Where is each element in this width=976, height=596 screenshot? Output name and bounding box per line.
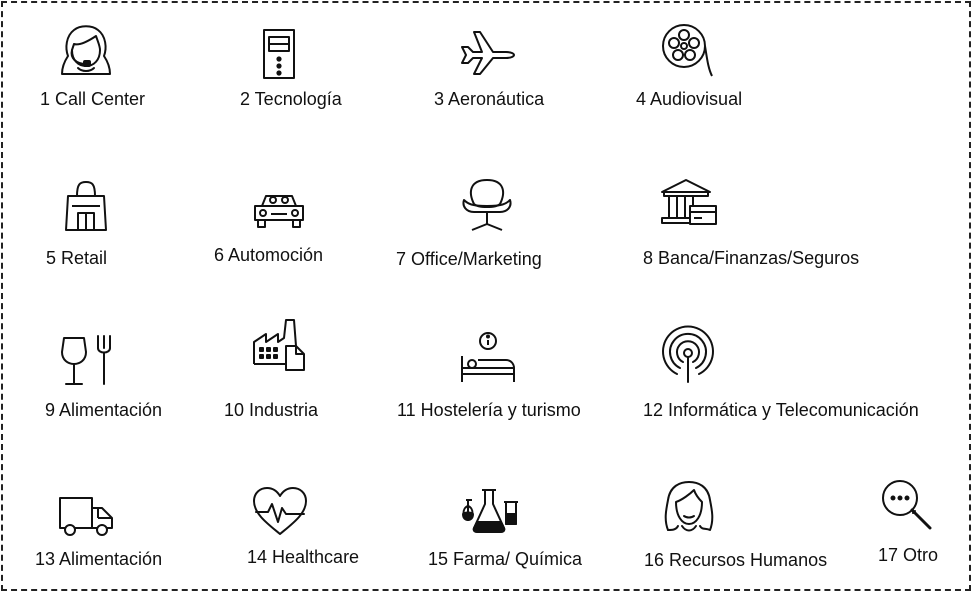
magnifier-icon <box>880 478 934 532</box>
sector-item-aeronautica[interactable] <box>434 30 564 114</box>
antenna-signal-icon <box>662 328 716 384</box>
sector-item-hosteleria[interactable] <box>396 330 596 424</box>
heart-pulse-icon <box>252 486 308 536</box>
sector-label: 16 Recursos Humanos <box>644 550 828 570</box>
glass-fork-icon <box>60 334 116 388</box>
sector-label: 11 Hostelería y turismo <box>397 400 581 420</box>
lab-flask-icon <box>460 488 518 534</box>
computer-tower-icon <box>262 28 296 80</box>
sector-label: 5 Retail <box>46 248 108 268</box>
sector-label: 6 Automoción <box>214 245 324 265</box>
film-reel-icon <box>660 22 716 78</box>
sector-item-banca[interactable] <box>642 178 872 272</box>
car-icon <box>252 192 306 230</box>
woman-face-icon <box>662 480 716 534</box>
sector-label: 15 Farma/ Química <box>428 549 583 569</box>
sector-item-retail[interactable] <box>44 180 164 272</box>
sector-label: 17 Otro <box>878 545 939 565</box>
sector-item-farma[interactable] <box>428 488 598 572</box>
airplane-icon <box>460 30 516 76</box>
sector-item-tecnologia[interactable] <box>240 28 370 114</box>
office-chair-icon <box>460 178 514 234</box>
sector-label: 4 Audiovisual <box>636 89 743 109</box>
sector-item-audiovisual[interactable] <box>636 22 766 114</box>
sector-item-recursos-humanos[interactable] <box>642 480 842 572</box>
sector-label: 12 Informática y Telecomunicación <box>643 400 919 420</box>
sector-label: 10 Industria <box>224 400 319 420</box>
sector-item-industria[interactable] <box>224 318 344 424</box>
sector-label: 3 Aeronáutica <box>434 89 545 109</box>
sector-label: 1 Call Center <box>40 89 146 109</box>
sector-label: 14 Healthcare <box>247 547 360 567</box>
sector-item-informatica[interactable] <box>642 328 942 424</box>
sector-item-otro[interactable] <box>876 478 966 568</box>
bank-card-icon <box>660 178 718 230</box>
factory-icon <box>252 318 306 372</box>
call-center-icon <box>58 24 114 76</box>
sector-item-healthcare[interactable] <box>246 486 376 572</box>
sector-item-automocion[interactable] <box>214 188 344 272</box>
sector-item-alimentacion-13[interactable] <box>34 494 184 572</box>
sector-label: 2 Tecnología <box>240 89 342 109</box>
sector-label: 9 Alimentación <box>45 400 163 420</box>
hotel-bed-icon <box>460 330 516 386</box>
sector-item-office-marketing[interactable] <box>396 178 566 272</box>
sector-item-call-center[interactable] <box>38 24 168 114</box>
delivery-truck-icon <box>58 494 114 538</box>
sector-label: 13 Alimentación <box>35 549 163 569</box>
sector-label: 8 Banca/Finanzas/Seguros <box>643 248 860 268</box>
sector-label: 7 Office/Marketing <box>396 249 542 269</box>
sector-item-alimentacion-9[interactable] <box>44 334 194 424</box>
shopping-bag-icon <box>62 180 110 232</box>
